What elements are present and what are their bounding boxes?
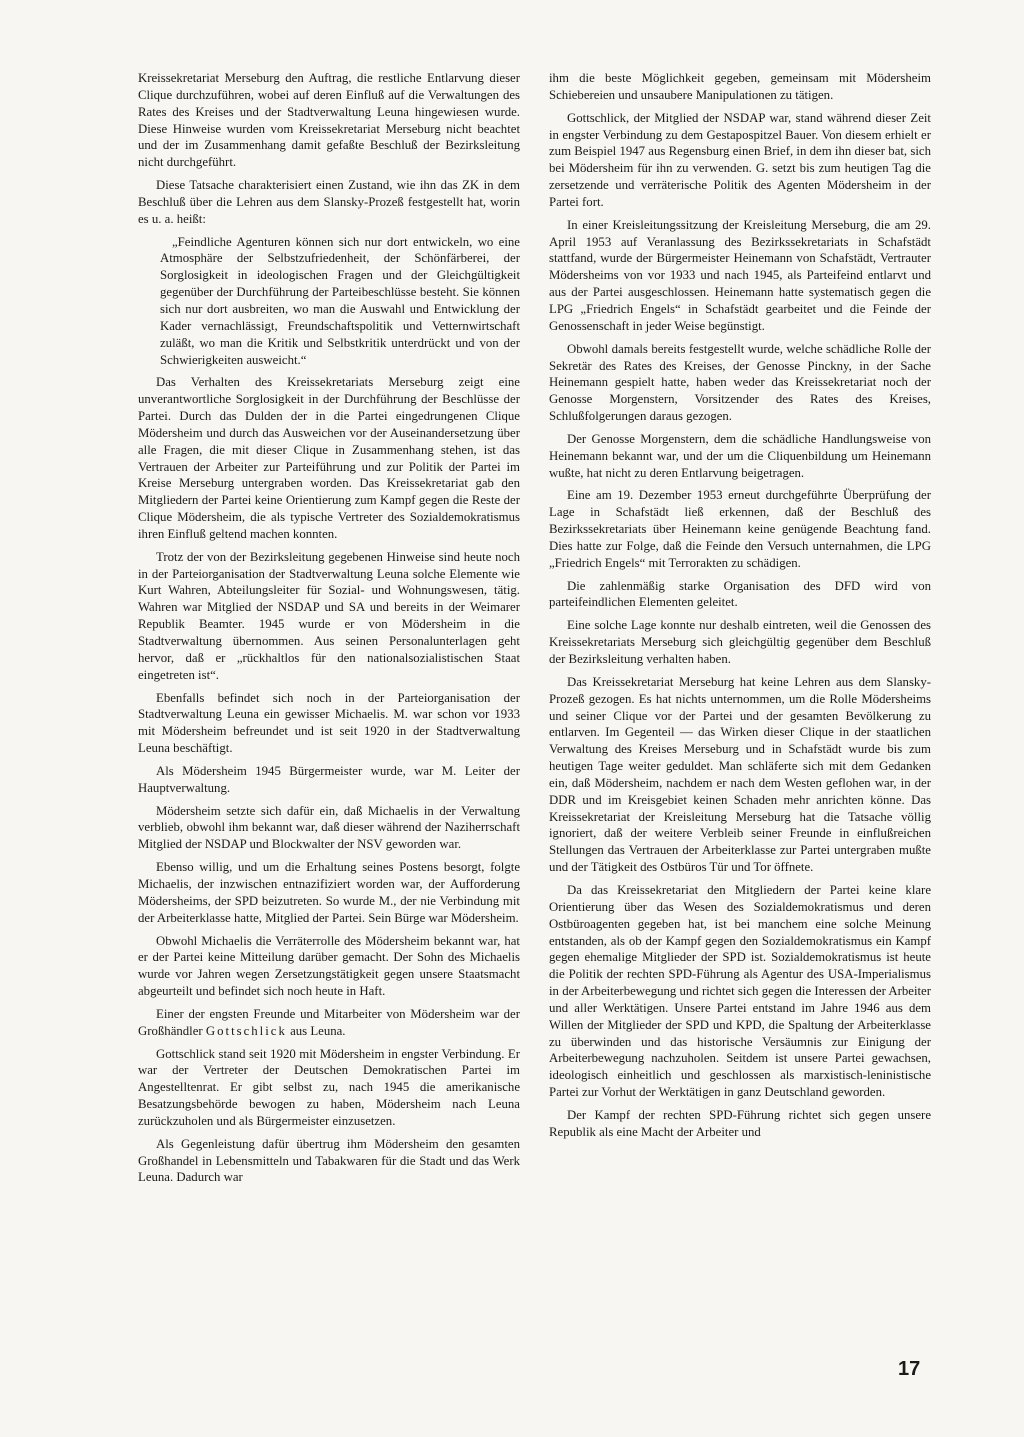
left-text-column — [138, 70, 520, 1192]
paragraph: Der Genosse Morgenstern, dem die schädliche Handlungsweise von Heinemann bekannt war, und der um die Cliquenbildung um Heinemann wußte, hat nicht zu deren Entlarvung beigetragen. — [549, 431, 931, 480]
paragraph-text: aus Leuna. — [286, 1023, 346, 1038]
paragraph: ihm die beste Möglichkeit gegeben, gemeinsam mit Mödersheim Schiebereien und unsaubere Manipulationen zu tätigen. — [549, 71, 931, 102]
paragraph-text: Einer der engsten Freunde und Mitarbeiter von Mödersheim war der Großhändler — [138, 1006, 520, 1038]
paragraph: Eine am 19. Dezember 1953 erneut durchgeführte Überprüfung der Lage in Schafstädt ließ erkennen, daß der Beschluß des Bezirkssekretariats über Heinemann keine genügende Beachtung fand. Dies hatte zur Folge, daß die Feinde den Versuch unternahmen, die LPG „Friedrich Engels“ mit Terrorakten zu schädigen. — [549, 488, 931, 570]
paragraph: Obwohl damals bereits festgestellt wurde, welche schädliche Rolle der Sekretär des Rates des Kreises, der Genosse Pinckny, in der Sache Heinemann gespielt hatte, haben weder das Kreissekretariat noch der Genosse Morgenstern, Vorsitzender des Rates des Kreises, Schlußfolgerungen daraus gezogen. — [549, 341, 931, 424]
paragraph: Das Kreissekretariat Merseburg hat keine Lehren aus dem Slansky-Prozeß gezogen. Es hat nichts unternommen, um die Rolle Mödersheims und seiner Clique vor der Partei und der gesamten Bevölkerung zu entlarven. Im Gegenteil — das Wirken dieser Clique in der staatlichen Verwaltung des Kreises Merseburg und in Schafstädt wurde bis zum heutigen Tage weiter geduldet. Man schläferte sich mit dem Gedanken ein, daß Mödersheim, nachdem er nach dem Westen geflohen war, in der DDR und im Kreisgebiet keinen Schaden mehr anrichten könne. Das Kreissekretariat der Kreisleitung Merseburg hat die Tatsache völlig ignoriert, daß der weitere Verbleib seiner Freunde in einflußreichen Stellungen das Vertrauen der Arbeiterklasse zur Partei untergraben mußte und der Tätigkeit des Ostbüros Tür und Tor öffnete. — [549, 674, 931, 875]
paragraph: Ebenfalls befindet sich noch in der Parteiorganisation der Stadtverwaltung Leuna ein gewisser Michaelis. M. war schon vor 1933 mit Mödersheim befreundet und ist seit 1920 in der Stadtverwaltung Leuna beschäftigt. — [138, 690, 520, 756]
spaced-name: Gottschlick — [205, 1023, 287, 1038]
paragraph: Kreissekretariat Merseburg den Auftrag, die restliche Entlarvung dieser Clique durchzuführen, wobei auf deren Einfluß auf die Verwaltungen des Rates des Kreises und der Stadtverwaltung Leuna hingewiesen wurde. Diese Hinweise wurden vom Kreissekretariat Merseburg nicht beachtet und der im Zusammenhang damit gefaßte Beschluß der Bezirksleitung nicht durchgeführt. — [138, 71, 520, 170]
paragraph: Als Mödersheim 1945 Bürgermeister wurde, war M. Leiter der Hauptverwaltung. — [138, 763, 520, 795]
quotation-block: „Feindliche Agenturen können sich nur dort entwickeln, wo eine Atmosphäre der Selbstzufriedenheit, der Schönfärberei, der Sorglosigkeit in ideologischen Fragen und der Gleichgültigkeit gegenüber der Durchführung der Parteibeschlüsse besteht. Sie können sich nur dort ausbreiten, wo man die Auswahl und Entwicklung der Kader vernachlässigt, Freundschaftspolitik und Vetternwirtschaft zuläßt, wo man die Kritik und Selbstkritik unterdrückt und von der Schwierigkeiten ausweicht.“ — [160, 234, 520, 367]
paragraph: Gottschlick stand seit 1920 mit Mödersheim in engster Verbindung. Er war der Vertreter der Deutschen Demokratischen Partei im Angestelltenrat. Er gibt selbst zu, nach 1945 die amerikanische Besatzungsbehörde bewogen zu haben, Mödersheim nach Leuna zurückzuholen und als Bürgermeister einzusetzen. — [138, 1046, 520, 1128]
paragraph: In einer Kreisleitungssitzung der Kreisleitung Merseburg, die am 29. April 1953 auf Veranlassung des Bezirkssekretariats in Schafstädt stattfand, wurde der Bürgermeister Heinemann von Schafstädt, Vertrauter Mödersheims von vor 1933 und nach 1945, als Parteifeind entlarvt und aus der Partei ausgeschlossen. Heinemann hatte systematisch gegen die LPG „Friedrich Engels“ in Schafstädt gearbeitet und die Feinde der Genossenschaft in jeder Weise begünstigt. — [549, 217, 931, 333]
paragraph: Diese Tatsache charakterisiert einen Zustand, wie ihn das ZK in dem Beschluß über die Lehren aus dem Slansky-Prozeß festgestellt hat, worin es u. a. heißt: — [138, 178, 520, 226]
paragraph: Trotz der von der Bezirksleitung gegebenen Hinweise sind heute noch in der Parteiorganisation der Stadtverwaltung Leuna solche Elemente wie Kurt Wahren, Abteilungsleiter für Sozial- und Wohnungswesen, tätig. Wahren war Mitglied der NSDAP und SA und bereits in der Weimarer Republik Beamter. 1945 wurde er von Mödersheim in die Stadtverwaltung übernommen. Aus seinen Personalunterlagen geht hervor, daß er „rückhaltlos für den nationalsozialistischen Staat eingetreten ist“. — [138, 549, 520, 682]
right-text-column — [549, 70, 931, 1147]
paragraph: Das Verhalten des Kreissekretariats Merseburg zeigt eine unverantwortliche Sorglosigkeit in der Durchführung der Beschlüsse der Partei. Durch das Dulden der in die Partei eingedrungenen Clique Mödersheim und durch das Ausweichen vor der Auseinandersetzung über alle Fragen, die mit dieser Clique in Zusammenhang stehen, ist das Vertrauen der Arbeiter zur Parteiführung und zur Politik der Partei im Kreise Merseburg untergraben worden. Das Kreissekretariat gab den Mitgliedern der Partei keine Orientierung zum Kampf gegen die Reste der Clique Mödersheim, die als typische Vertreter des Sozialdemokratismus ihren Einfluß geltend machen konnten. — [138, 375, 520, 541]
page-number: 17 — [898, 1358, 921, 1380]
paragraph: Der Kampf der rechten SPD-Führung richtet sich gegen unsere Republik als eine Macht der Arbeiter und — [549, 1107, 931, 1139]
paragraph: Eine solche Lage konnte nur deshalb eintreten, weil die Genossen des Kreissekretariats Merseburg sich gleichgültig gegenüber dem Beschluß der Bezirksleitung verhalten haben. — [549, 618, 931, 666]
paragraph: Da das Kreissekretariat den Mitgliedern der Partei keine klare Orientierung über das Wesen des Sozialdemokratismus und deren Ostbüroagenten gegeben hat, ist bei manchem eine solche Meinung entstanden, als ob der Kampf gegen den Sozialdemokratismus ein Kampf gegen ehemalige Mitglieder der SPD ist. Sozialdemokratismus ist heute die Politik der rechten SPD-Führung als Agentur des USA-Imperialismus in der Arbeiterbewegung und richtet sich gegen die Interessen der Arbeiter und aller Werktätigen. Unsere Partei entstand im Jahre 1946 aus dem Willen der Mitglieder der SPD und KPD, die Spaltung der Arbeiterklasse zu überwinden und das historische Versäumnis zur Einigung der Arbeiterbewegung nachzuholen. Seitdem ist unsere Partei gewachsen, ideologisch einheitlich und geschlossen als marxistisch-leninistische Partei zur Vorhut der Werktätigen in ganz Deutschland geworden. — [549, 882, 931, 1100]
paragraph: Mödersheim setzte sich dafür ein, daß Michaelis in der Verwaltung verblieb, obwohl ihm bekannt war, daß dieser während der Naziherrschaft Mitglied der NSDAP und Blockwalter der NSV geworden war. — [138, 803, 520, 852]
paragraph: Obwohl Michaelis die Verräterrolle des Mödersheim bekannt war, hat er der Partei keine Mitteilung darüber gemacht. Der Sohn des Michaelis wurde vor Jahren wegen Zersetzungstätigkeit gegen unsere Staatsmacht abgeurteilt und befindet sich noch heute in Haft. — [138, 933, 520, 999]
paragraph: Als Gegenleistung dafür übertrug ihm Mödersheim den gesamten Großhandel in Lebensmitteln und Tabakwaren für die Stadt und das Werk Leuna. Dadurch war — [138, 1136, 520, 1185]
paragraph: Ebenso willig, und um die Erhaltung seines Postens besorgt, folgte Michaelis, der inzwischen entnazifiziert worden war, der Aufforderung Mödersheims, der SPD beizutreten. So wurde M., der nie Verbindung mit der Arbeiterklasse hatte, Mitglied der Partei. Sein Bürge war Mödersheim. — [138, 860, 520, 925]
paragraph — [138, 1006, 520, 1040]
paragraph: Die zahlenmäßig starke Organisation des DFD wird von parteifeindlichen Elementen geleitet. — [549, 578, 931, 610]
paragraph: Gottschlick, der Mitglied der NSDAP war, stand während dieser Zeit in engster Verbindung zu dem Gestapospitzel Bauer. Von diesem erhielt er zum Beispiel 1947 aus Regensburg einen Brief, in dem ihn dieser bat, sich bei Mödersheim für ihn zu verwenden. G. setzt bis zum heutigen Tag die zersetzende und verräterische Politik des Agenten Mödersheim in der Partei fort. — [549, 110, 931, 209]
